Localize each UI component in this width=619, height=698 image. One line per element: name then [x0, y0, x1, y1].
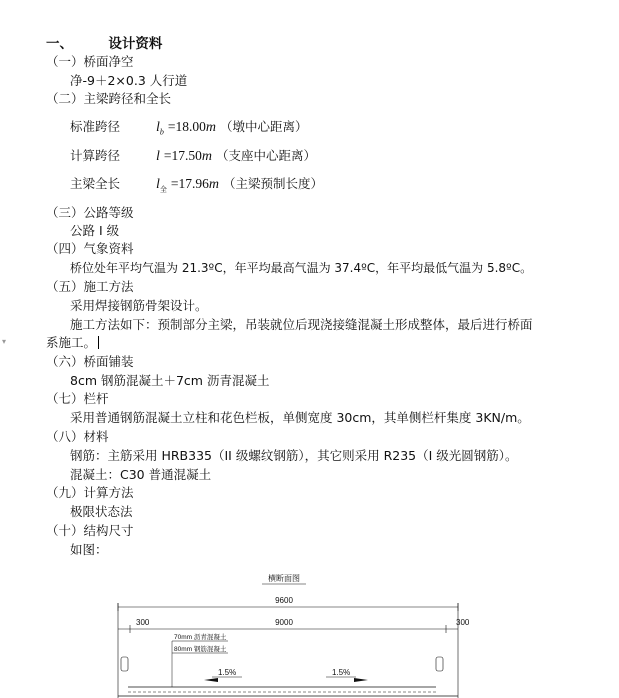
- item-text-10-1: 如图：: [70, 542, 108, 557]
- span-symbol: l: [155, 149, 160, 164]
- span-label: 标准跨径: [70, 119, 121, 134]
- layer-label-concrete: 80mm 钢筋混凝土: [174, 646, 227, 653]
- item-heading-1: （一）桥面净空: [46, 54, 134, 69]
- item-text-5-2: 施工方法如下：预制部分主梁，吊装就位后现浇接缝混凝土形成整体，最后进行桥面: [70, 317, 533, 332]
- span-value: =17.96: [170, 176, 209, 191]
- railing-right: [436, 657, 443, 671]
- item-heading-9: （九）计算方法: [46, 485, 134, 500]
- item-heading-8: （八）材料: [46, 429, 109, 444]
- section-title: [46, 36, 162, 52]
- cross-section-figure: [100, 565, 480, 698]
- span-unit: m: [201, 149, 212, 164]
- item-text-5-1: 采用焊接钢筋骨架设计。: [70, 298, 208, 313]
- item-text-6-1: 8cm 钢筋混凝土＋7cm 沥青混凝土: [70, 373, 270, 388]
- dim-center: 9000: [275, 618, 293, 627]
- dim-total-width: 9600: [275, 596, 293, 605]
- railing-left: [121, 657, 128, 671]
- section-title-text: 设计资料: [108, 36, 163, 52]
- span-unit: m: [208, 177, 219, 192]
- slope-right-arrow-icon: [354, 678, 368, 682]
- figure-title: 横断面图: [268, 574, 300, 583]
- span-subscript: 全: [159, 185, 167, 194]
- slope-left-label: 1.5%: [218, 668, 237, 677]
- item-text-1-1: 净-9＋2×0.3 人行道: [70, 73, 188, 88]
- slope-left-arrow-icon: [204, 678, 218, 682]
- span-subscript: b: [159, 127, 164, 137]
- span-row-calc: [70, 148, 316, 165]
- dim-side-left: 300: [136, 618, 150, 627]
- span-row-standard: [70, 119, 307, 141]
- item-heading-10: （十）结构尺寸: [46, 523, 134, 538]
- layer-label-asphalt: 70mm 沥青混凝土: [174, 634, 227, 641]
- item-text-5-3: [46, 335, 99, 351]
- span-symbol: l: [155, 177, 160, 192]
- item-heading-5: （五）施工方法: [46, 279, 134, 294]
- item-text-5-3-content: 系施工。: [46, 335, 97, 350]
- section-number: 一、: [46, 36, 73, 52]
- span-value: =17.50: [163, 148, 202, 163]
- span-note: （支座中心距离）: [215, 148, 316, 163]
- item-text-9-1: 极限状态法: [70, 504, 133, 519]
- span-value: =18.00: [167, 119, 206, 134]
- span-note: （主梁预制长度）: [222, 176, 323, 191]
- item-heading-3: （三）公路等级: [46, 205, 134, 220]
- item-text-8-1: 钢筋：主筋采用 HRB335（II 级螺纹钢筋），其它则采用 R235（I 级光圆钢筋）。: [70, 448, 518, 463]
- item-text-4-1: 桥位处年平均气温为 21.3ºC，年平均最高气温为 37.4ºC，年平均最低气温为 5.8ºC。: [70, 261, 533, 275]
- item-text-3-1: 公路 I 级: [70, 223, 120, 238]
- span-note: （墩中心距离）: [219, 119, 308, 134]
- span-label: 计算跨径: [70, 148, 121, 163]
- dim-side-right: 300: [456, 618, 470, 627]
- span-row-total: [70, 176, 323, 198]
- margin-marker-icon: ▾: [2, 337, 7, 346]
- span-label: 主梁全长: [70, 176, 121, 191]
- item-heading-7: （七）栏杆: [46, 391, 109, 406]
- span-unit: m: [205, 120, 216, 135]
- item-text-7-1: 采用普通钢筋混凝土立柱和花色栏板，单侧宽度 30cm，其单侧栏杆集度 3KN/m。: [70, 410, 530, 425]
- slope-right-label: 1.5%: [332, 668, 351, 677]
- text-cursor: [98, 336, 99, 349]
- item-heading-2: （二）主梁跨径和全长: [46, 91, 172, 106]
- item-text-8-2: 混凝土：C30 普通混凝土: [70, 467, 212, 482]
- item-heading-6: （六）桥面铺装: [46, 354, 134, 369]
- span-symbol: l: [155, 120, 160, 135]
- item-heading-4: （四）气象资料: [46, 241, 134, 256]
